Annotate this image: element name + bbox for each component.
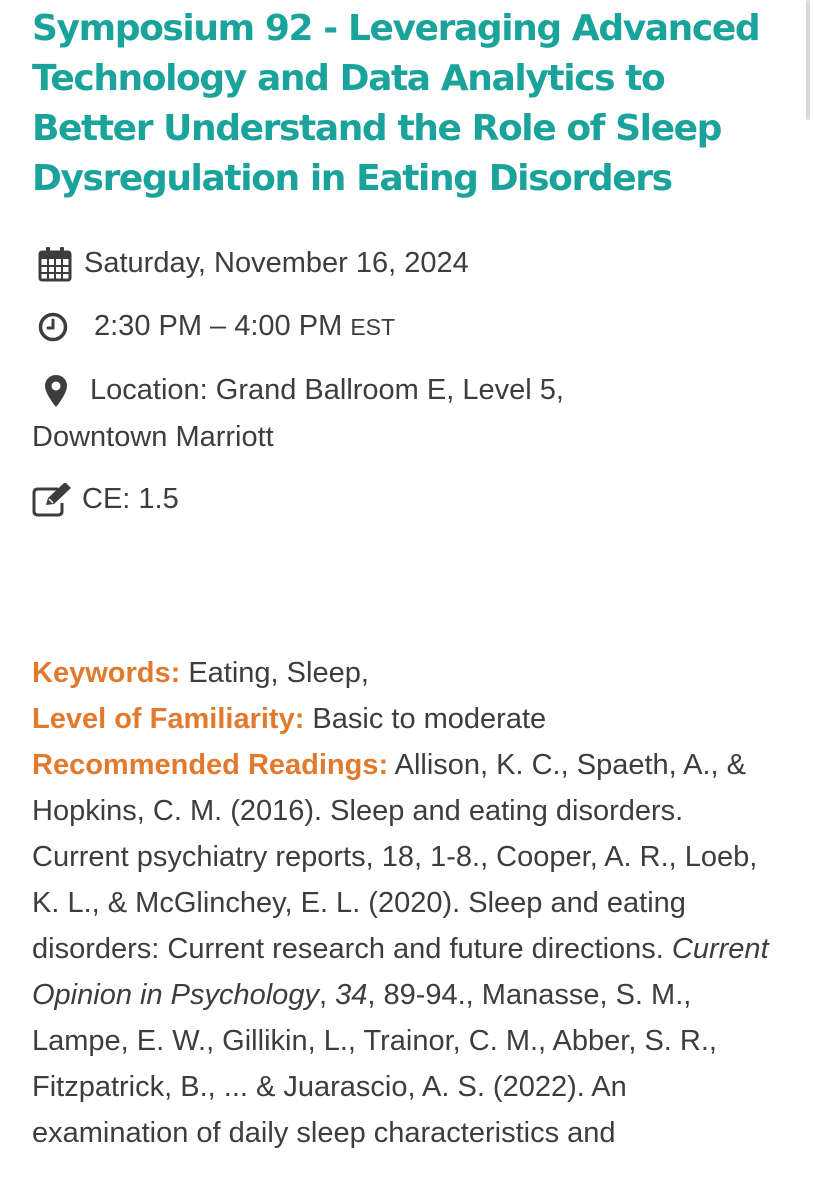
- session-date: Saturday, November 16, 2024: [84, 247, 469, 279]
- scrollbar[interactable]: [806, 0, 810, 120]
- session-time-range: 2:30 PM – 4:00 PM: [94, 310, 343, 342]
- session-time: [94, 303, 395, 351]
- familiarity-line: [32, 696, 780, 742]
- edit-icon: [32, 476, 82, 523]
- readings-text-2: , 89-94., Manasse, S. M., Lampe, E. W., Gillikin, L., Trainor, C. M., Abber, S. R., Fitzpatrick, B., ... & Juarascio, A. S. (2022). An examination of daily sleep characteristics and: [32, 979, 717, 1149]
- keywords-label: Keywords:: [32, 657, 181, 689]
- time-row: [32, 303, 780, 351]
- ce-row: [32, 476, 780, 523]
- ce-credits: CE: 1.5: [82, 483, 179, 515]
- keywords-value: Eating, Sleep,: [188, 657, 369, 689]
- readings-journal: Current Opinion in Psychology: [32, 933, 769, 1011]
- map-pin-icon: [44, 367, 90, 414]
- readings-label: Recommended Readings:: [32, 749, 389, 781]
- session-title: Symposium 92 - Leveraging Advanced Technology and Data Analytics to Better Understand the Role of Sleep Dysregulation in Eating Disorders: [32, 8, 760, 199]
- readings-separator: ,: [318, 979, 328, 1011]
- location-line-2: Downtown Marriott: [32, 421, 274, 453]
- session-details: [32, 650, 780, 1156]
- location-row: [32, 367, 780, 461]
- readings-text-1: Allison, K. C., Spaeth, A., & Hopkins, C. M. (2016). Sleep and eating disorders. Current psychiatry reports, 18, 1-8., Cooper, A. R., Loeb, K. L., & McGlinchey, E. L. (2020). Sleep and eating disorders: Current research and future directions.: [32, 749, 758, 965]
- location-line-1: Location: Grand Ballroom E, Level 5,: [90, 374, 564, 406]
- clock-icon: [38, 303, 94, 350]
- readings-paragraph: [32, 742, 780, 1156]
- familiarity-label: Level of Familiarity:: [32, 703, 305, 735]
- session-header: [32, 4, 780, 523]
- date-row: [32, 240, 780, 287]
- session-timezone: EST: [350, 314, 396, 340]
- calendar-icon: [38, 240, 84, 287]
- readings-volume: 34: [335, 979, 368, 1011]
- keywords-line: [32, 650, 780, 696]
- session-meta: [32, 240, 780, 523]
- familiarity-value: Basic to moderate: [312, 703, 547, 735]
